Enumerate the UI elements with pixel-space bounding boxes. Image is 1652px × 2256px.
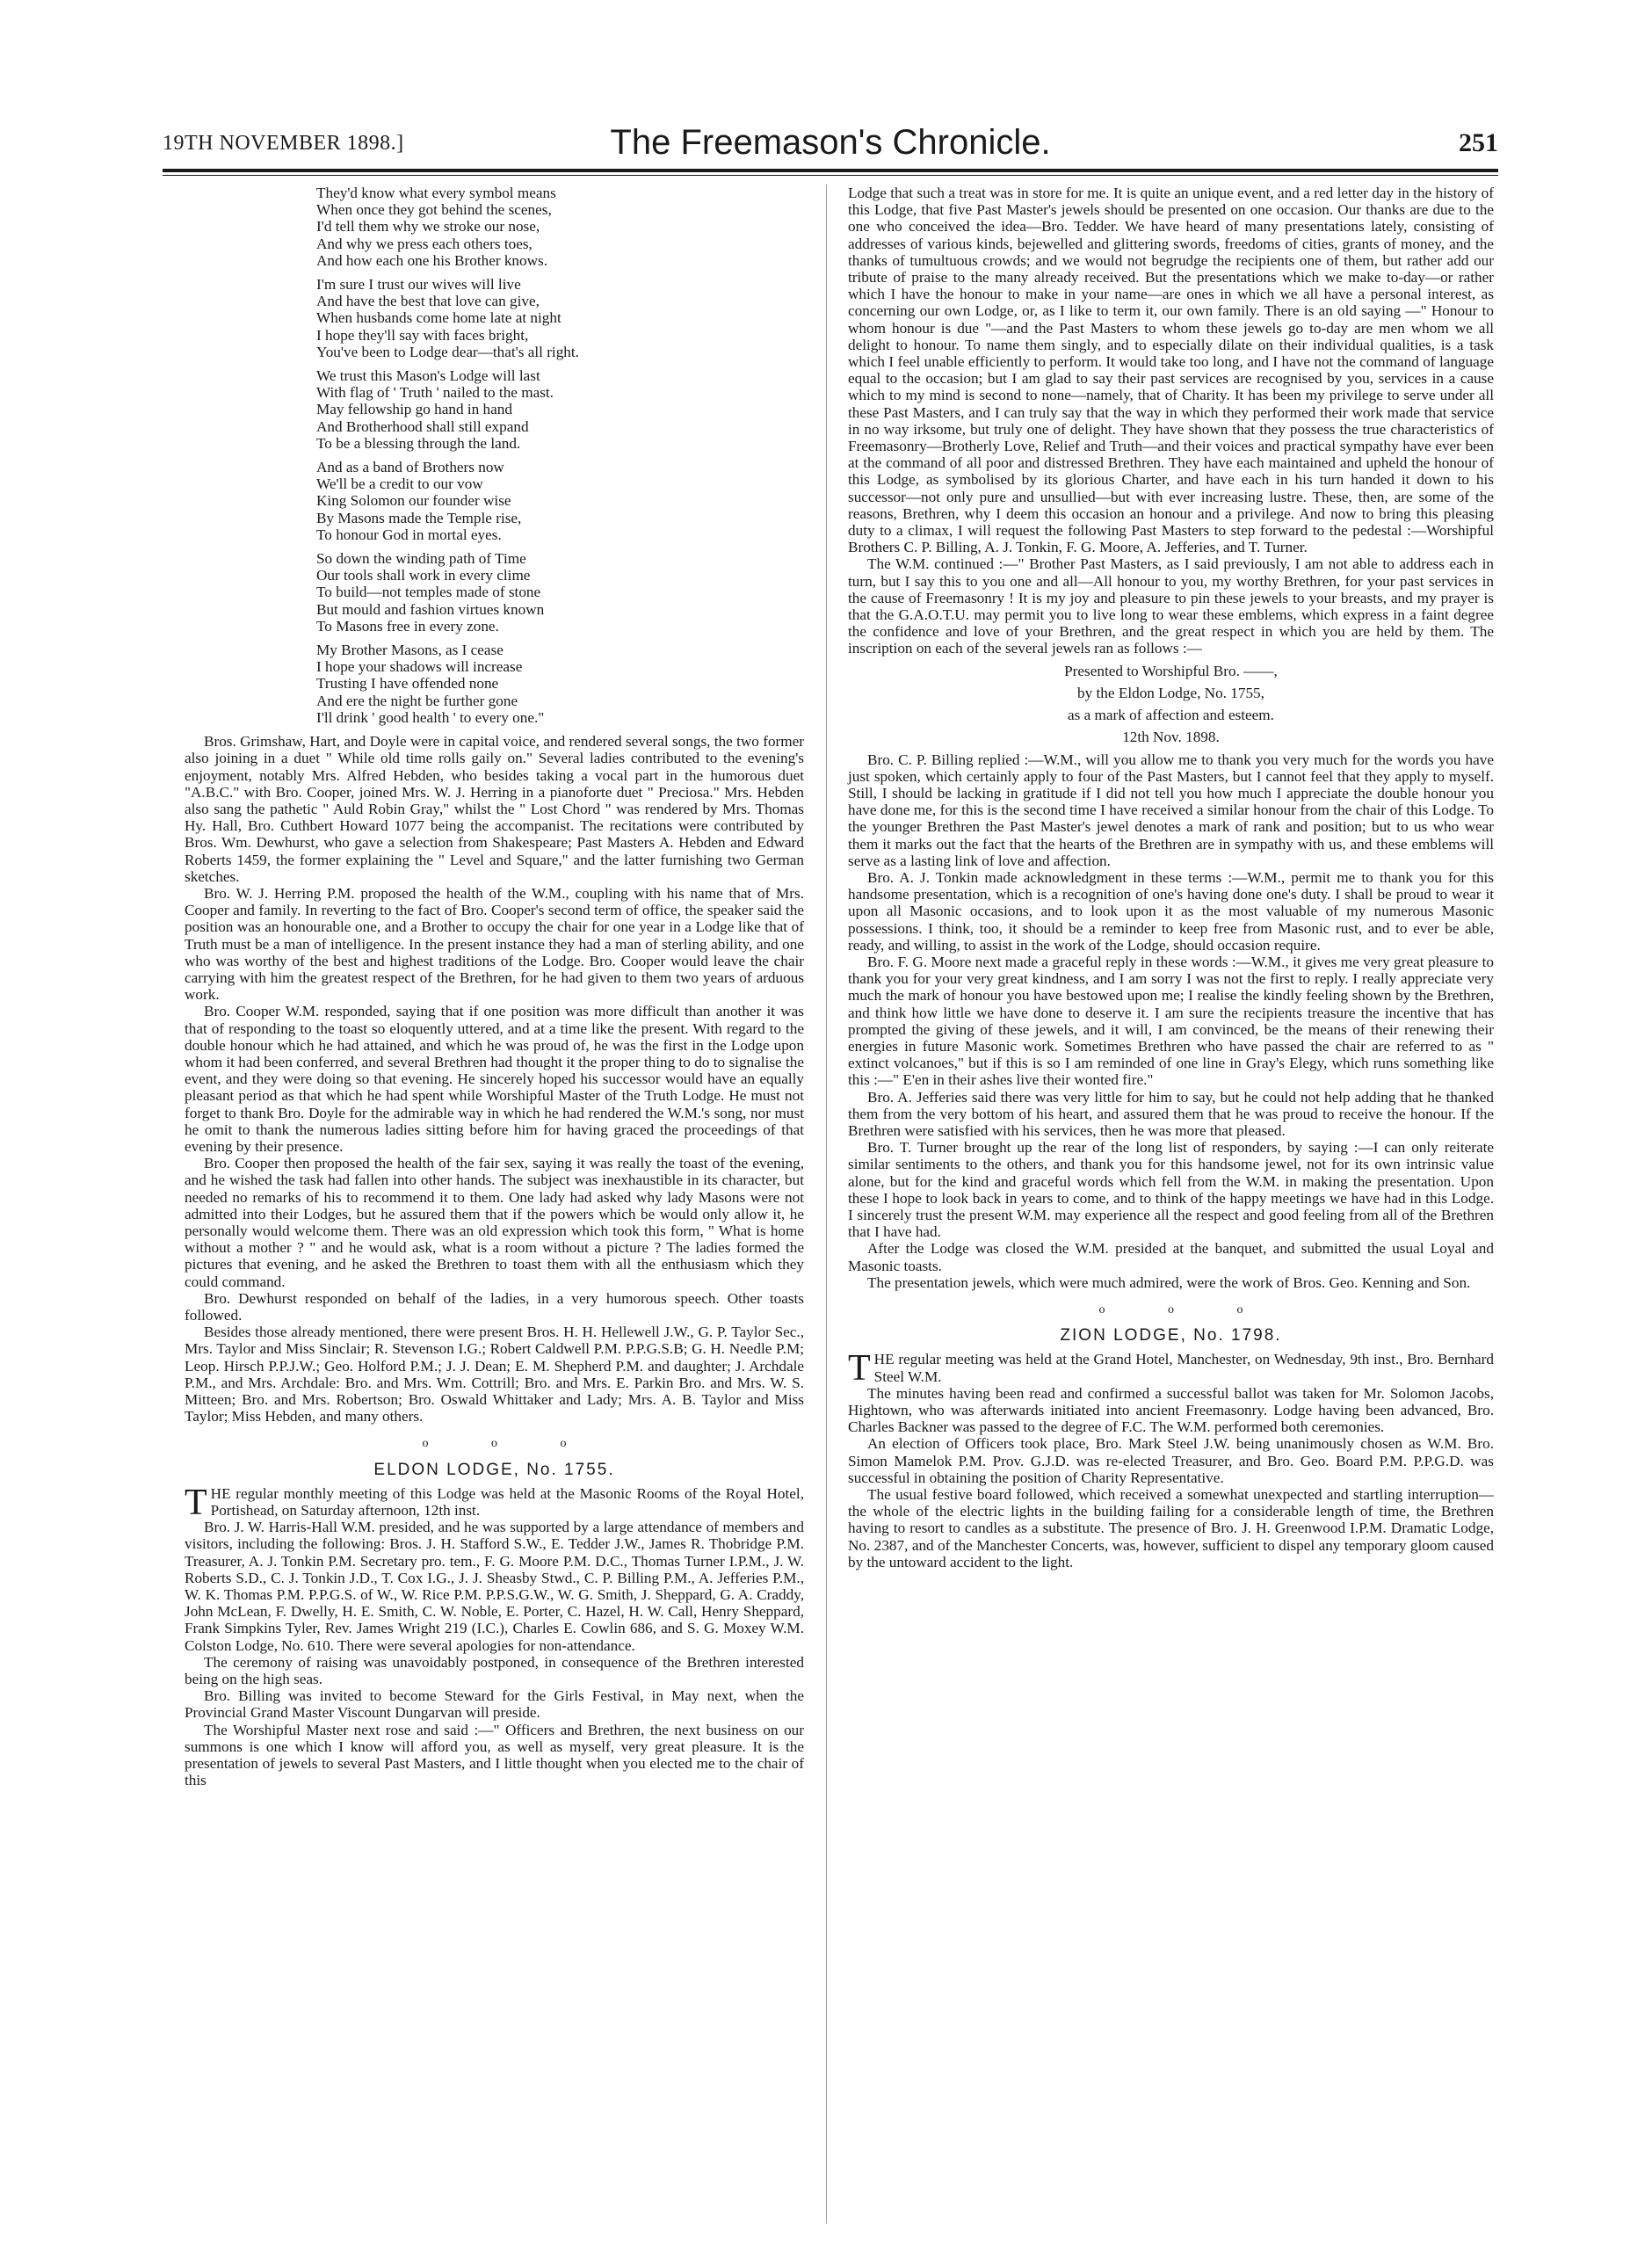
- inscription-line: Presented to Worshipful Bro. ——,: [1064, 662, 1278, 679]
- article-paragraph: The W.M. continued :—" Brother Past Masters, as I said previously, I am not able to address each in turn, but I say this to you one and all—All honour to you, my worthy Brethren, for your past services in the cause of Freemasonry ! It is my joy and pleasure to pin these jewels to your breasts, and my prayer is that the G.A.O.T.U. may permit you to live long to wear these emblems, which express in a faint degree the confidence and love of your Brethren, and the great respect in which you are held by them. The inscription on each of the several jewels ran as follows :—: [848, 555, 1494, 657]
- article-paragraph: The usual festive board followed, which received a somewhat unexpected and startling interruption—the whole of the electric lights in the building failing for a considerable length of time, the Brethren having to resort to candles as a substitute. The presence of Bro. J. H. Greenwood I.P.M. Dramatic Lodge, No. 2387, and of the Manchester Concerts, was, however, sufficient to dispel any temporary gloom caused by the untoward accident to the light.: [848, 1486, 1494, 1570]
- section-heading-eldon: ELDON LODGE, No. 1755.: [373, 1460, 615, 1479]
- drop-cap: T: [848, 1348, 871, 1389]
- article-paragraph: The presentation jewels, which were much admired, were the work of Bros. Geo. Kenning and Son.: [867, 1273, 1471, 1291]
- poem-line: To Masons free in every zone.: [316, 617, 499, 635]
- poem-line: And have the best that love can give,: [316, 293, 540, 310]
- poem-line: We'll be a credit to our vow: [316, 475, 483, 493]
- article-lead-paragraph: [185, 1482, 804, 1523]
- poem-line: And Brotherhood shall still expand: [316, 417, 529, 435]
- article-paragraph: Besides those already mentioned, there were present Bros. H. H. Hellewell J.W., G. P. Taylor Sec., Mrs. Taylor and Miss Sinclair; R. Stevenson I.G.; Robert Caldwell P.M. P.P.G.S.B; G. H. Needle P.M; Leop. Hirsch P.P.J.W.; Geo. Holford P.M.; J. J. Dean; E. M. Shepherd P.M. and daughter; J. Archdale P.M., and Mrs. Archdale: Bro. and Mrs. Wm. Cottrill; Bro. and Mrs. E. Parkin Bro. and Mrs. W. S. Mitteen; Bro. and Mrs. Robertson; Bro. Oswald Whittaker and Lady; Mrs. A. B. Taylor and Miss Taylor; Miss Hebden, and many others.: [185, 1324, 804, 1425]
- inscription-line: 12th Nov. 1898.: [1122, 729, 1220, 746]
- page-number: 251: [1459, 128, 1498, 157]
- article-paragraph: Bro. Cooper W.M. responded, saying that if one position was more difficult than another it was that of responding to the toast so eloquently uttered, and at a time like the present. With regard to the double honour which he had attained, and which he was proud of, he was the first in the Lodge upon whom it had been conferred, and several Brethren had thought it the proper thing to do to signalise the event, and they were doing so that evening. He sincerely hoped his successor would have an equally pleasant period as that which he had spent while Worshipful Master of the Truth Lodge. He must not forget to thank Bro. Doyle for the admirable way in which he had rendered the W.M.'s song, nor must he omit to thank the numerous ladies sitting before him for having graced the proceedings of that evening by their presence.: [185, 1003, 804, 1155]
- article-paragraph: Bro. A. J. Tonkin made acknowledgment in these terms :—W.M., permit me to thank you for this handsome presentation, which is a recognition of one's having done one's duty. I shall be proud to wear it upon all Masonic occasions, and to look upon it as the most valuable of my numerous Masonic possessions. I think, too, it should be a reminder to keep free from Masonic rust, and to ever be able, ready, and willing, to assist in the work of the Lodge, should occasion require.: [848, 868, 1494, 954]
- poem-line: By Masons made the Temple rise,: [316, 509, 522, 526]
- poem-stanza: [316, 459, 804, 543]
- poem-line: My Brother Masons, as I cease: [316, 642, 504, 659]
- section-separator: o o o: [1098, 1303, 1273, 1317]
- inscription-line: by the Eldon Lodge, No. 1755,: [1077, 684, 1264, 701]
- poem-line: With flag of ' Truth ' nailed to the mast.: [316, 384, 554, 402]
- section-heading-zion: ZION LODGE, No. 1798.: [1060, 1326, 1282, 1346]
- poem-line: I'd tell them why we stroke our nose,: [316, 218, 540, 236]
- article-paragraph: The minutes having been read and confirmed a successful ballot was taken for Mr. Solomon Jacobs, Hightown, who was afterwards initiated into ancient Freemasonry. Lodge having been advanced, Bro. Charles Backner was passed to the degree of F.C. The W.M. performed both ceremonies.: [848, 1384, 1494, 1436]
- header-rule-thin: [163, 175, 1498, 176]
- article-paragraph: Bro. T. Turner brought up the rear of the long list of responders, by saying :—I can only reiterate similar sentiments to the others, and thank you for this handsome jewel, not for its own intrinsic value alone, but for the kind and graceful words which fell from the W.M. in making the presentation. Upon these I hope to look back in years to come, and to think of the happy meetings we have had in this Lodge. I sincerely trust the present W.M. may experience all the respect and good feeling from all of the Brethren that I have had.: [848, 1139, 1494, 1241]
- article-paragraph: Bros. Grimshaw, Hart, and Doyle were in capital voice, and rendered several songs, the two former also joining in a duet " While old time rolls gaily on." Several ladies contributed to the evening's enjoyment, notably Mrs. Alfred Hebden, who besides taking a vocal part in the humorous duet "A.B.C." with Bro. Cooper, joined Mrs. W. J. Herring in a pianoforte duet " Preciosa." Mrs. Hebden also sang the pathetic " Auld Robin Gray," whilst the " Lost Chord " was rendered by Mrs. Thomas Hy. Hall, Bro. Cuthbert Howard 1077 being the accompanist. The recitations were contributed by Bros. Wm. Dewhurst, who gave a selection from Shakespeare; Past Masters A. Hebden and Edward Roberts 1459, the former explaining the " Level and Square," and the latter furnishing two German sketches.: [185, 733, 804, 885]
- article-paragraph: Bro. Dewhurst responded on behalf of the ladies, in a very humorous speech. Other toasts followed.: [185, 1289, 804, 1324]
- poem-line: To build—not temples made of stone: [316, 584, 541, 601]
- poem-stanza: [316, 642, 804, 726]
- article-paragraph: An election of Officers took place, Bro. Mark Steel J.W. being unanimously chosen as W.M. Bro. Simon Mamelok P.M. Prov. G.J.D. was re-elected Treasurer, and Bro. Geo. Board P.M. P.P.G.D. was successful in obtaining the position of Charity Representative.: [848, 1435, 1494, 1486]
- drop-cap: T: [185, 1482, 207, 1523]
- poem-line: King Solomon our founder wise: [316, 492, 511, 510]
- poem-line: Trusting I have offended none: [316, 675, 499, 693]
- poem-line: They'd know what every symbol means: [316, 185, 556, 201]
- poem-line: I'm sure I trust our wives will live: [316, 276, 521, 294]
- poem-line: When husbands come home late at night: [316, 309, 562, 327]
- poem-line: I'll drink ' good health ' to every one.": [316, 708, 545, 726]
- poem-line: And why we press each others toes,: [316, 235, 533, 252]
- page-header: [163, 123, 1498, 176]
- section-separator: o o o: [422, 1437, 597, 1451]
- poem-stanza: [316, 276, 804, 360]
- left-column: [185, 185, 804, 1788]
- column-divider: [826, 185, 827, 2223]
- poem-line: You've been to Lodge dear—that's all right.: [316, 343, 579, 360]
- poem-line: Our tools shall work in every clime: [316, 567, 531, 584]
- article-paragraph: Bro. F. G. Moore next made a graceful reply in these words :—W.M., it gives me very great pleasure to thank you for your very great kindness, and I am sorry I was not the first to reply. I really appreciate very much the mark of honour you have bestowed upon me; I realise the kindly feeling shown by the Brethren, and think how little we have done to deserve it. I am sure the recipients treasure the incentive that has prompted the giving of these jewels, and it will, I am convinced, be the means of their renewing their energies in future Masonic work. Sometimes Brethren who have passed the chair are referred to as " extinct volcanoes," but if this is so I am reminded of one line in Gray's Elegy, which runs something like this :—" E'en in their ashes live their wonted fire.": [848, 953, 1494, 1089]
- poem-line: But mould and fashion virtues known: [316, 600, 545, 618]
- poem-stanza: [316, 367, 804, 452]
- poem-stanza: [316, 550, 804, 635]
- poem-stanza: [316, 185, 804, 269]
- poem-line: When once they got behind the scenes,: [316, 201, 552, 219]
- jewel-inscription: [848, 663, 1494, 746]
- poem-line: We trust this Mason's Lodge will last: [316, 367, 540, 385]
- article-paragraph: The ceremony of raising was unavoidably postponed, in consequence of the Brethren interested being on the high seas.: [185, 1653, 804, 1688]
- issue-date: 19TH NOVEMBER 1898.]: [163, 132, 404, 155]
- article-paragraph: Bro. Billing was invited to become Steward for the Girls Festival, in May next, when the Provincial Grand Master Viscount Dungarvan will preside.: [185, 1687, 804, 1722]
- article-paragraph: Bro. W. J. Herring P.M. proposed the health of the W.M., coupling with his name that of Mrs. Cooper and family. In reverting to the fact of Bro. Cooper's second term of office, the speaker said the position was an honourable one, and a Brother to occupy the chair for one year in a Lodge like that of Truth must be a man of intelligence. In the present instance they had a man of sterling ability, and one who was worthy of the best and highest traditions of the Lodge. Bro. Cooper would leave the chair carrying with him the greatest respect of the Brethren, for he had given to them two years of arduous work.: [185, 884, 804, 1004]
- article-paragraph: The Worshipful Master next rose and said :—" Officers and Brethren, the next business on our summons is one which I know will afford you, as well as myself, very great pleasure. It is the presentation of jewels to several Past Masters, and I little thought when you elected me to the chair of this: [185, 1721, 804, 1789]
- poem-line: I hope your shadows will increase: [316, 658, 523, 676]
- masthead-title: The Freemason's Chronicle.: [610, 123, 1051, 162]
- header-rule: [163, 169, 1498, 172]
- poem: [316, 185, 804, 726]
- poem-line: And how each one his Brother knows.: [316, 251, 548, 269]
- poem-line: May fellowship go hand in hand: [316, 401, 512, 418]
- article-paragraph: Bro. Cooper then proposed the health of the fair sex, saying it was really the toast of the evening, and he wished the task had fallen into other hands. The subject was inexhaustible in its character, but needed no remarks of his to recommend it to them. One lady had asked why lady Masons were not admitted into their Lodges, but he assured them that if the powers which be would only allow it, he personally would welcome them. There was an old expression which took this form, " What is home without a mother ? " and he would ask, what is a room without a picture ? The ladies formed the pictures that evening, and he asked the Brethren to toast them with all the enthusiasm which they could command.: [185, 1155, 804, 1290]
- article-paragraph: After the Lodge was closed the W.M. presided at the banquet, and submitted the usual Loyal and Masonic toasts.: [848, 1240, 1494, 1274]
- right-column: [848, 185, 1494, 1570]
- inscription-line: as a mark of affection and esteem.: [1068, 707, 1274, 724]
- poem-line: And ere the night be further gone: [316, 692, 518, 709]
- article-paragraph: Lodge that such a treat was in store for me. It is quite an unique event, and a red letter day in the history of this Lodge, that five Past Master's jewels should be presented on one occasion. Our thanks are due to the one who conceived the idea—Bro. Tedder. We have heard of many presentations lately, consisting of addresses of various kinds, bejewelled and glittering swords, freedoms of cities, grants of money, and the thanks of tumultuous crowds; and we would not begrudge the recipients one of them, but rather add our tribute of praise to the many already received. But the presentations which we make to-day—or rather which I have the honour to make in your name—are ones in which we all have a personal interest, as concerning our own Lodge, or, as I like to term it, our own family. There is an old saying —" Honour to whom honour is due "—and the Past Masters to whom these jewels go to-day are men whom we all delight to honour. To name them singly, and to especially dilate on their individual qualities, is a task which I feel unable efficiently to perform. It would take too long, and I have not the command of language equal to the occasion; but I am glad to say their past services are recognised by you, services in a cause which to my mind is second to none—namely, that of Charity. It has been my privilege to serve under all these Past Masters, and I can truly say that the way in which they performed their work made that service in no way irksome, but truly one of delight. They have shown that they possess the true characteristics of Freemasonry—Brotherly Love, Relief and Truth—and their voices and practical sympathy have ever been at the command of all poor and distressed Brethren. They have each maintained and upheld the honour of this Lodge, as symbolised by its glorious Charter, and have each in his turn handed it down to his successor—not only pure and unsullied—but with ever increasing lustre. These, then, are some of the reasons, Brethren, why I deem this occasion an honour and a privilege. And now to bring this pleasing duty to a climax, I will request the following Past Masters to step forward to the pedestal :—Worshipful Brothers C. P. Billing, A. J. Tonkin, F. G. Moore, A. Jefferies, and T. Turner.: [848, 185, 1494, 556]
- poem-line: I hope they'll say with faces bright,: [316, 326, 529, 344]
- poem-line: To be a blessing through the land.: [316, 434, 521, 452]
- article-paragraph: Bro. J. W. Harris-Hall W.M. presided, and he was supported by a large attendance of members and visitors, including the following: Bros. J. H. Stafford S.W., E. Tedder J.W., James R. Thobridge P.M. Treasurer, A. J. Tonkin P.M. Secretary pro. tem., F. G. Moore P.M. D.C., Thomas Turner I.P.M., J. W. Roberts S.D., C. J. Tonkin J.D., T. Cox I.G., J. J. Sheasby Stwd., C. P. Billing P.M., A. Jefferies P.M., W. K. Thomas P.M. P.P.G.S. of W., W. Rice P.M. P.P.S.G.W., W. G. Smith, J. Sheppard, G. A. Craddy, John McLean, F. Dwelly, H. E. Smith, C. W. Noble, E. Porter, C. Hazel, H. W. Call, Henry Sheppard, Frank Simpkins Tyler, Rev. James Wright 219 (I.C.), Charles E. Cowlin 686, and S. G. Moxey W.M. Colston Lodge, No. 610. There were several apologies for non-attendance.: [185, 1519, 804, 1654]
- poem-line: So down the winding path of Time: [316, 550, 526, 568]
- article-paragraph: Bro. C. P. Billing replied :—W.M., will you allow me to thank you very much for the words you have just spoken, which certainly apply to four of the Past Masters, but I cannot feel that they apply to myself. Still, I should be lacking in gratitude if I did not tell you how much I appreciate the double honour you have done me, for this is the second time I have received a similar honour from the chair of this Lodge. To the younger Brethren the Past Master's jewel denotes a mark of rank and position; but to us who wear them it marks out the fact that the hearts of the Brethren are in sympathy with us, and these emblems will serve as a lasting link of love and affection.: [848, 751, 1494, 869]
- lead-text: HE regular meeting was held at the Grand Hotel, Manchester, on Wednesday, 9th inst., Bro. Bernhard Steel W.M.: [873, 1351, 1494, 1385]
- article-paragraph: Bro. A. Jefferies said there was very little for him to say, but he could not help adding that he thanked them from the very bottom of his heart, and assured them that he was proud to receive the honour. If the Brethren were satisfied with his services, then he was more that pleased.: [848, 1088, 1494, 1139]
- poem-line: And as a band of Brothers now: [316, 459, 504, 476]
- lead-text: HE regular monthly meeting of this Lodge was held at the Masonic Rooms of the Royal Hotel, Portishead, on Saturday afternoon, 12th inst.: [210, 1484, 804, 1520]
- poem-line: To honour God in mortal eyes.: [316, 526, 502, 543]
- article-lead-paragraph: [848, 1348, 1494, 1389]
